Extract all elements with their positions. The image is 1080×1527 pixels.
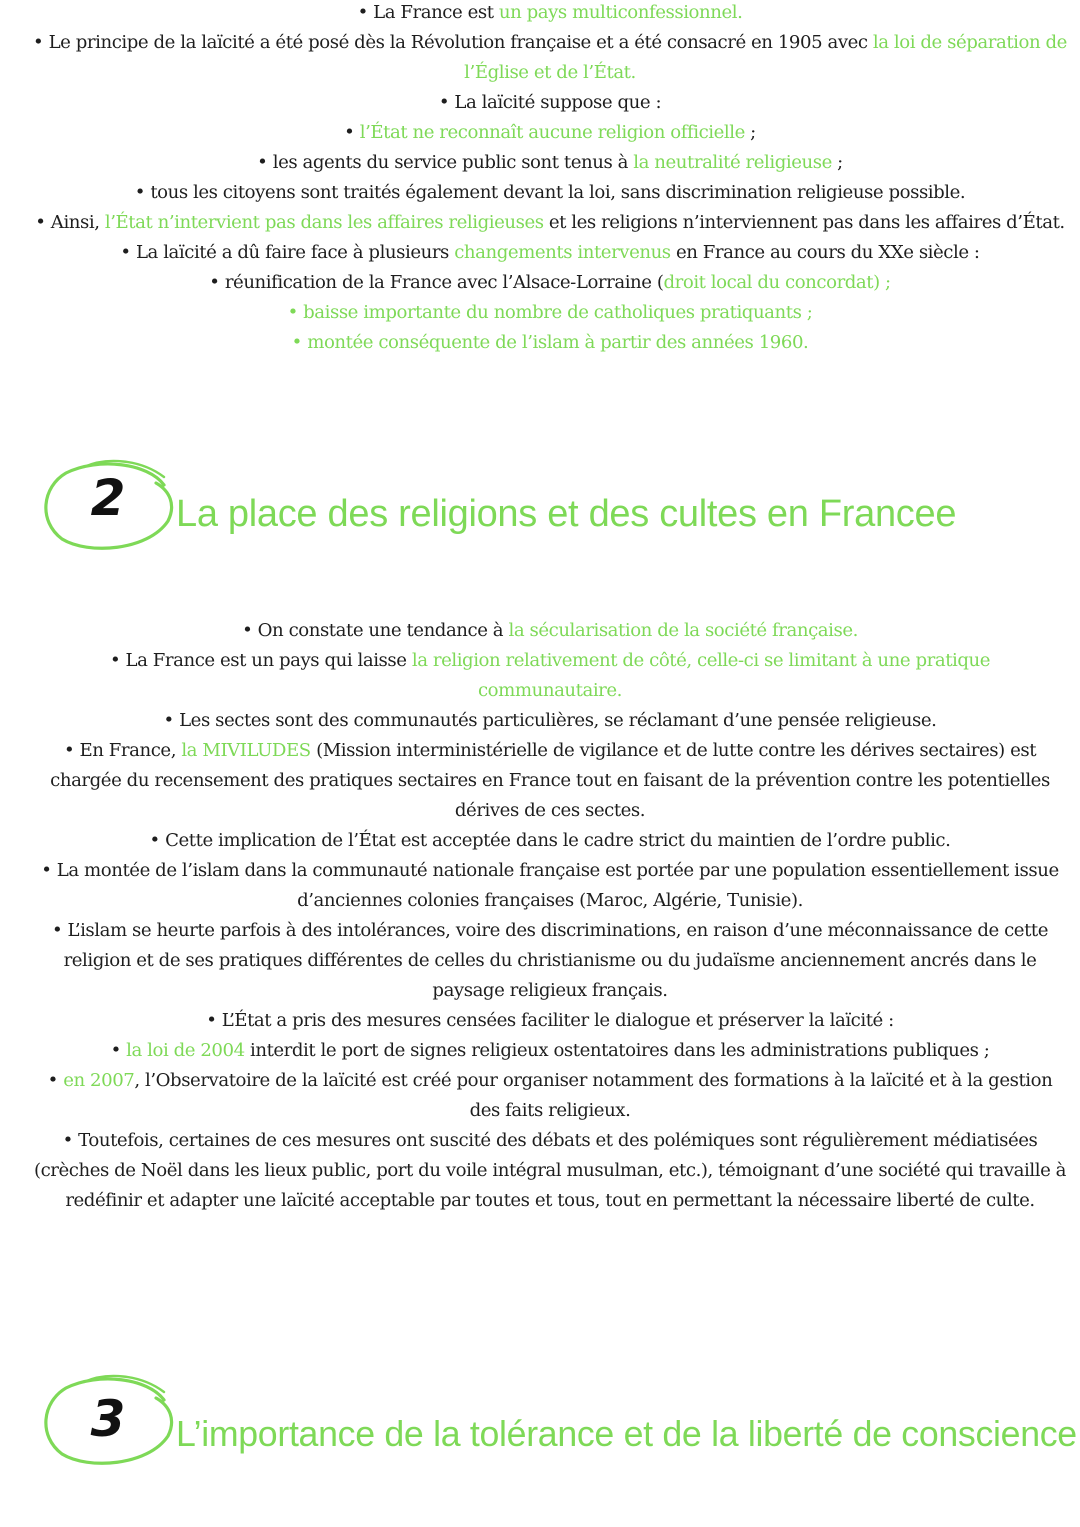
- highlighted-text: l’Église et de l’État.: [464, 62, 636, 83]
- text-line: [20, 736, 1080, 766]
- highlighted-text: la religion relativement de côté, celle-ci se limitant à une pratique: [411, 650, 991, 671]
- text-segment: • L’islam se heurte parfois à des intolérances, voire des discriminations, en raison d’une méconnaissance de cette: [51, 920, 1049, 941]
- text-segment: paysage religieux français.: [432, 980, 668, 1001]
- text-line: [20, 58, 1080, 88]
- highlighted-text: la loi de séparation de: [872, 32, 1067, 53]
- text-line: [20, 28, 1080, 58]
- highlighted-text: • baisse importante du nombre de catholiques pratiquants ;: [287, 302, 813, 323]
- highlighted-text: un pays multiconfessionnel.: [498, 2, 743, 23]
- highlighted-text: en 2007: [63, 1070, 135, 1091]
- text-line: [20, 916, 1080, 946]
- text-segment: ;: [744, 122, 756, 143]
- highlighted-text: la neutralité religieuse: [633, 152, 832, 173]
- section-1-text: [20, 0, 1080, 358]
- text-line: [20, 328, 1080, 358]
- text-segment: en France au cours du XXe siècle :: [670, 242, 980, 263]
- text-line: [20, 148, 1080, 178]
- text-segment: redéfinir et adapter une laïcité acceptable par toutes et tous, tout en permettant la nécessaire liberté de culte.: [65, 1190, 1035, 1211]
- text-segment: • La France est: [357, 2, 499, 23]
- highlighted-text: l’État n’intervient pas dans les affaires religieuses: [104, 212, 544, 233]
- text-segment: (crèches de Noël dans les lieux public, port du voile intégral musulman, etc.), témoignant d’une société qui travaille à: [33, 1160, 1067, 1181]
- text-segment: •: [110, 1040, 127, 1061]
- section-3-heading: [0, 1370, 1080, 1460]
- text-line: [20, 706, 1080, 736]
- text-line: [20, 886, 1080, 916]
- text-line: [20, 616, 1080, 646]
- text-segment: interdit le port de signes religieux ostentatoires dans les administrations publiques ;: [244, 1040, 990, 1061]
- text-line: [20, 646, 1080, 676]
- text-line: [20, 826, 1080, 856]
- text-line: [20, 208, 1080, 238]
- text-segment: • les agents du service public sont tenus à: [257, 152, 634, 173]
- section-2-number: 2: [90, 469, 126, 527]
- text-line: [20, 766, 1080, 796]
- text-segment: • tous les citoyens sont traités également devant la loi, sans discrimination religieuse possible.: [134, 182, 966, 203]
- text-segment: • L’État a pris des mesures censées faciliter le dialogue et préserver la laïcité :: [206, 1010, 894, 1031]
- text-segment: • La laïcité a dû faire face à plusieurs: [120, 242, 455, 263]
- text-segment: •: [344, 122, 360, 143]
- text-line: [20, 946, 1080, 976]
- text-segment: • On constate une tendance à: [242, 620, 509, 641]
- text-line: [20, 1066, 1080, 1096]
- text-line: [20, 238, 1080, 268]
- section-3-number: 3: [90, 1390, 126, 1448]
- text-line: [20, 178, 1080, 208]
- section-3-title: L’importance de la tolérance et de la liberté de conscience: [176, 1414, 1077, 1454]
- text-line: [20, 88, 1080, 118]
- text-segment: chargée du recensement des pratiques sectaires en France tout en faisant de la prévention contre les potentielles: [50, 770, 1050, 791]
- text-segment: • La montée de l’islam dans la communauté nationale française est portée par une population essentiellement issue: [41, 860, 1059, 881]
- highlighted-text: communautaire.: [477, 680, 622, 701]
- text-line: [20, 676, 1080, 706]
- text-segment: • La France est un pays qui laisse: [109, 650, 412, 671]
- text-segment: (Mission interministérielle de vigilance et de lutte contre les dérives sectaires) est: [310, 740, 1037, 761]
- text-segment: • réunification de la France avec l’Alsace-Lorraine (: [209, 272, 664, 293]
- section-2-heading: [0, 455, 1080, 545]
- section-2-text: [20, 616, 1080, 1216]
- text-line: [20, 1096, 1080, 1126]
- text-segment: • Ainsi,: [35, 212, 105, 233]
- text-segment: religion et de ses pratiques différentes de celles du christianisme ou du judaïsme anciennement ancrés dans le: [63, 950, 1037, 971]
- text-line: [20, 118, 1080, 148]
- text-segment: • En France,: [63, 740, 182, 761]
- text-line: [20, 1006, 1080, 1036]
- highlighted-text: droit local du concordat) ;: [663, 272, 891, 293]
- highlighted-text: la MIVILUDES: [181, 740, 311, 761]
- text-segment: • Le principe de la laïcité a été posé dès la Révolution française et a été consacré en 1905 avec: [33, 32, 873, 53]
- text-segment: • Les sectes sont des communautés particulières, se réclamant d’une pensée religieuse.: [163, 710, 937, 731]
- text-segment: •: [47, 1070, 64, 1091]
- text-segment: ;: [831, 152, 843, 173]
- text-segment: , l’Observatoire de la laïcité est créé pour organiser notamment des formations à la laïcité et à la gestion: [134, 1070, 1053, 1091]
- highlighted-text: la sécularisation de la société française.: [508, 620, 858, 641]
- text-line: [20, 298, 1080, 328]
- text-line: [20, 796, 1080, 826]
- text-line: [20, 1156, 1080, 1186]
- highlighted-text: la loi de 2004: [126, 1040, 245, 1061]
- text-segment: d’anciennes colonies françaises (Maroc, Algérie, Tunisie).: [297, 890, 803, 911]
- text-line: [20, 976, 1080, 1006]
- text-line: [20, 1186, 1080, 1216]
- text-segment: et les religions n’interviennent pas dans les affaires d’État.: [543, 212, 1065, 233]
- text-segment: • Toutefois, certaines de ces mesures ont suscité des débats et des polémiques sont régulièrement médiatisées: [62, 1130, 1038, 1151]
- section-2-title: La place des religions et des cultes en Francee: [176, 493, 957, 535]
- text-line: [20, 1036, 1080, 1066]
- highlighted-text: l’État ne reconnaît aucune religion officielle: [359, 122, 745, 143]
- highlighted-text: changements intervenus: [454, 242, 671, 263]
- text-line: [20, 1126, 1080, 1156]
- text-line: [20, 268, 1080, 298]
- text-segment: des faits religieux.: [469, 1100, 631, 1121]
- text-segment: • La laïcité suppose que :: [438, 92, 662, 113]
- text-segment: dérives de ces sectes.: [454, 800, 646, 821]
- text-segment: • Cette implication de l’État est acceptée dans le cadre strict du maintien de l’ordre public.: [149, 830, 951, 851]
- text-line: [20, 856, 1080, 886]
- text-line: [20, 0, 1080, 28]
- highlighted-text: • montée conséquente de l’islam à partir des années 1960.: [291, 332, 809, 353]
